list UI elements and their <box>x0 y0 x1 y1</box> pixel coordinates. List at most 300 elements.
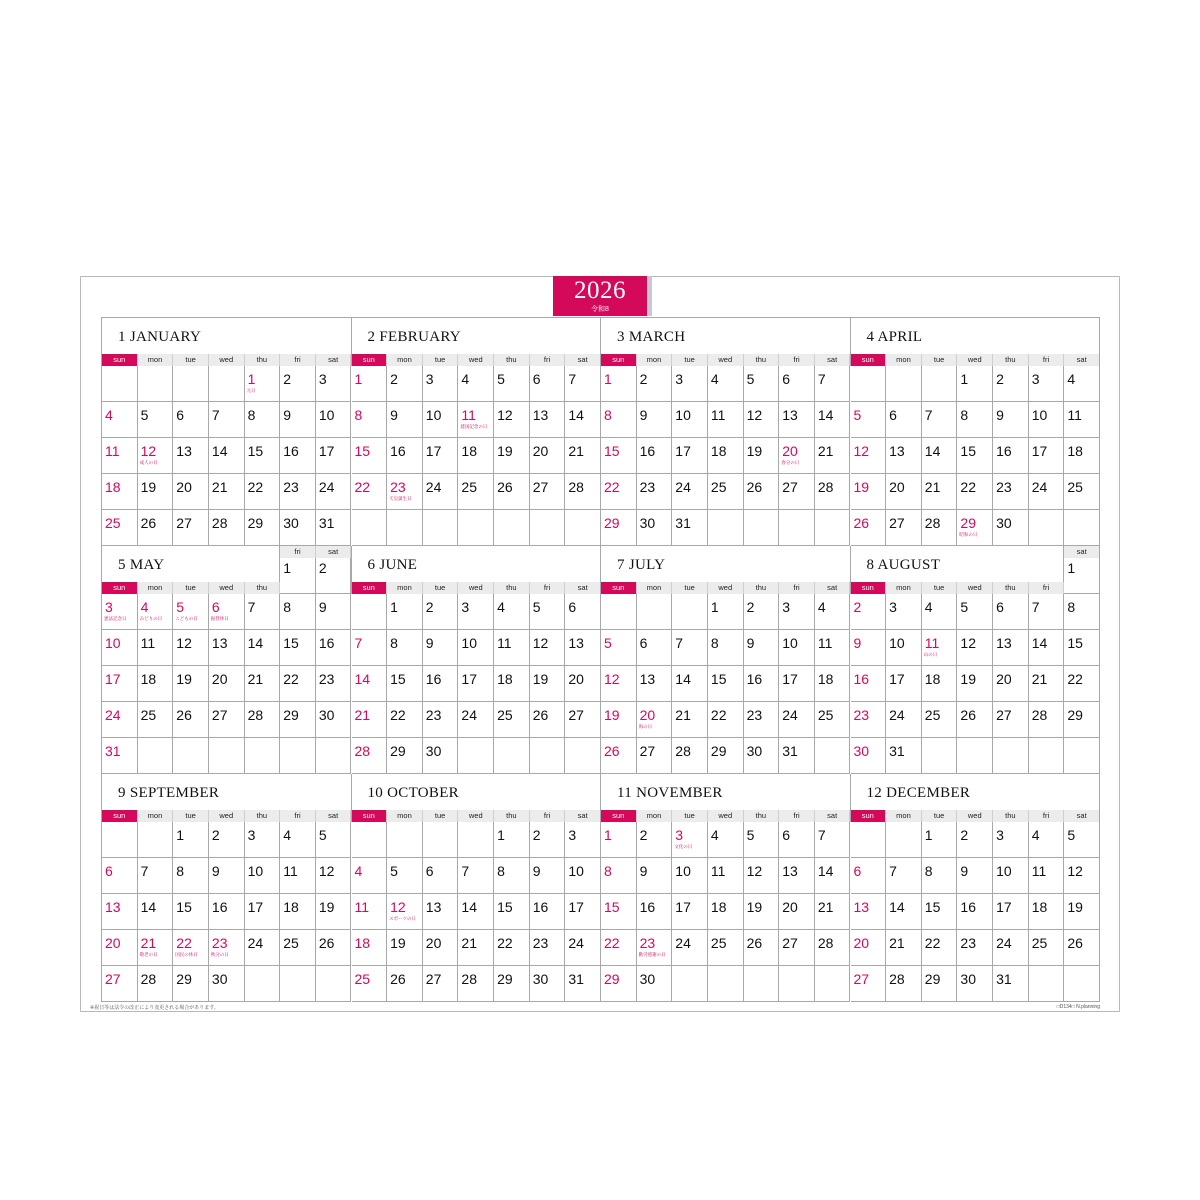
weekday-header-thu: thu <box>494 582 530 594</box>
day-cell <box>601 858 637 894</box>
day-number: 12 <box>746 863 763 879</box>
day-cell <box>138 630 174 666</box>
day-number: 22 <box>1067 671 1083 687</box>
day-cell <box>387 666 423 702</box>
day-number: 7 <box>817 371 826 387</box>
day-cell <box>993 630 1029 666</box>
day-cell <box>779 474 815 510</box>
day-number: 2 <box>283 371 291 387</box>
day-number: 30 <box>532 971 549 987</box>
day-number: 3 <box>425 371 434 387</box>
day-number: 2 <box>639 827 648 843</box>
day-number: 20 <box>996 671 1012 687</box>
day-cell <box>494 966 530 1002</box>
day-number: 25 <box>354 971 371 987</box>
day-cell <box>851 402 887 438</box>
day-cell <box>138 510 174 546</box>
day-number: 29 <box>247 515 264 531</box>
day-cell <box>316 894 352 930</box>
day-number: 5 <box>1067 827 1076 843</box>
day-cell <box>886 510 922 546</box>
day-number: 27 <box>782 479 798 495</box>
day-cell <box>423 738 459 774</box>
day-cell <box>138 930 174 966</box>
day-cell <box>352 894 388 930</box>
day-number: 23 <box>639 479 656 495</box>
month-title: 7 JULY <box>617 557 666 573</box>
day-number: 22 <box>710 707 727 723</box>
day-cell <box>672 822 708 858</box>
month-title: 5 MAY <box>118 557 165 573</box>
day-number: 16 <box>211 899 228 915</box>
day-number: 4 <box>710 371 719 387</box>
day-number: 29 <box>710 743 727 759</box>
day-number: 13 <box>532 407 549 423</box>
day-cell <box>886 858 922 894</box>
day-number: 26 <box>390 971 406 987</box>
day-cell <box>387 366 423 402</box>
day-cell <box>530 858 566 894</box>
day-cell <box>173 858 209 894</box>
day-number: 12 <box>853 443 870 459</box>
day-cell <box>316 702 352 738</box>
day-number: 18 <box>283 899 299 915</box>
empty-cell <box>423 822 459 858</box>
day-cell <box>851 474 887 510</box>
month-title: 11 NOVEMBER <box>617 785 723 801</box>
day-number: 6 <box>105 863 113 879</box>
day-number: 11 <box>105 443 120 459</box>
day-cell <box>601 894 637 930</box>
day-cell <box>245 402 281 438</box>
day-number: 18 <box>497 671 513 687</box>
day-number: 23 <box>853 707 870 723</box>
day-cell <box>209 474 245 510</box>
month-title: 6 JUNE <box>367 557 418 573</box>
day-cell <box>280 366 316 402</box>
day-cell <box>993 966 1029 1002</box>
day-number: 8 <box>247 407 256 423</box>
day-cell <box>565 930 601 966</box>
day-cell <box>779 366 815 402</box>
empty-cell <box>815 738 851 774</box>
day-cell <box>601 666 637 702</box>
day-number: 6 <box>176 407 185 423</box>
day-cell <box>886 666 922 702</box>
day-cell <box>744 366 780 402</box>
day-number: 21 <box>568 443 584 459</box>
empty-cell <box>886 366 922 402</box>
day-number: 27 <box>105 971 121 987</box>
weekday-header-tue: tue <box>423 810 459 822</box>
day-number: 3 <box>105 599 113 615</box>
weekday-header-tue: tue <box>173 354 209 366</box>
day-cell <box>922 438 958 474</box>
day-number: 7 <box>211 407 220 423</box>
day-cell <box>458 966 494 1002</box>
day-cell <box>672 630 708 666</box>
day-number: 20 <box>853 935 870 951</box>
day-number: 25 <box>283 935 299 951</box>
day-cell <box>245 666 281 702</box>
day-cell <box>209 966 245 1002</box>
day-number: 13 <box>639 671 656 687</box>
day-cell <box>1064 930 1100 966</box>
day-number: 11 <box>924 635 940 651</box>
day-number: 15 <box>354 443 371 459</box>
day-cell <box>316 858 352 894</box>
day-number: 17 <box>105 671 121 687</box>
month-block <box>851 318 1101 546</box>
day-number: 31 <box>782 743 798 759</box>
day-cell <box>316 594 352 630</box>
month-title: 8 AUGUST <box>866 557 941 573</box>
day-number: 1 <box>1067 560 1076 576</box>
month-block <box>601 318 851 546</box>
day-cell <box>815 474 851 510</box>
day-number: 6 <box>782 827 790 843</box>
weekday-header-mon: mon <box>637 354 673 366</box>
day-number: 8 <box>283 599 291 615</box>
day-number: 16 <box>996 443 1012 459</box>
day-number: 10 <box>782 635 798 651</box>
day-cell <box>494 474 530 510</box>
day-cell <box>601 474 637 510</box>
day-cell <box>458 474 494 510</box>
day-number: 19 <box>318 899 335 915</box>
day-number: 17 <box>568 899 584 915</box>
day-number: 10 <box>675 863 691 879</box>
holiday-label: 振替休日 <box>210 616 229 621</box>
day-number: 1 <box>604 371 612 387</box>
day-number: 4 <box>283 827 291 843</box>
day-cell <box>423 858 459 894</box>
weekday-header-sat: sat <box>815 582 851 594</box>
day-cell <box>779 930 815 966</box>
day-number: 24 <box>425 479 442 495</box>
day-cell <box>565 858 601 894</box>
day-cell <box>280 630 316 666</box>
day-cell <box>245 822 281 858</box>
month-block <box>352 774 602 1002</box>
day-number: 1 <box>710 599 719 615</box>
day-cell <box>209 702 245 738</box>
day-cell <box>744 894 780 930</box>
weekday-header-fri: fri <box>779 810 815 822</box>
empty-cell <box>423 510 459 546</box>
day-number: 13 <box>425 899 442 915</box>
day-cell <box>957 930 993 966</box>
holiday-label: 元日 <box>246 388 256 393</box>
day-cell <box>637 666 673 702</box>
day-number: 31 <box>318 515 335 531</box>
day-cell <box>209 402 245 438</box>
empty-cell <box>957 738 993 774</box>
day-number: 11 <box>140 635 156 651</box>
day-number: 1 <box>497 827 505 843</box>
day-number: 28 <box>817 935 834 951</box>
day-cell <box>779 894 815 930</box>
holiday-label: 昭和の日 <box>959 532 978 537</box>
day-cell <box>530 474 566 510</box>
day-number: 1 <box>354 371 363 387</box>
day-number: 12 <box>746 407 763 423</box>
day-number: 17 <box>782 671 798 687</box>
day-number: 7 <box>889 863 897 879</box>
day-number: 5 <box>390 863 398 879</box>
empty-cell <box>851 366 887 402</box>
day-number: 28 <box>889 971 905 987</box>
day-number: 25 <box>497 707 513 723</box>
weekday-header-sun: sun <box>102 810 138 822</box>
day-number: 28 <box>675 743 691 759</box>
day-cell <box>672 666 708 702</box>
day-cell <box>993 402 1029 438</box>
day-number: 13 <box>105 899 121 915</box>
weekday-header-tue: tue <box>672 354 708 366</box>
day-cell <box>886 438 922 474</box>
day-number: 9 <box>390 407 398 423</box>
day-cell <box>993 858 1029 894</box>
weekday-header-fri: fri <box>1029 354 1065 366</box>
weekday-header-sun: sun <box>102 582 138 594</box>
day-number: 3 <box>1031 371 1040 387</box>
day-number: 6 <box>889 407 897 423</box>
empty-cell <box>815 966 851 1002</box>
day-cell <box>1029 894 1065 930</box>
weekday-header-wed: wed <box>209 582 245 594</box>
day-cell <box>316 822 352 858</box>
weekday-header-tue: tue <box>423 354 459 366</box>
day-cell <box>458 594 494 630</box>
weekday-header-sat: sat <box>316 546 352 558</box>
day-cell <box>138 966 174 1002</box>
day-cell <box>209 630 245 666</box>
day-cell <box>494 594 530 630</box>
day-cell <box>565 438 601 474</box>
empty-cell <box>494 738 530 774</box>
day-cell <box>993 366 1029 402</box>
year-tab <box>553 276 647 316</box>
day-number: 14 <box>140 899 157 915</box>
day-number: 8 <box>390 635 398 651</box>
day-number: 2 <box>532 827 541 843</box>
day-number: 28 <box>817 479 834 495</box>
day-number: 27 <box>996 707 1012 723</box>
weekday-header-sat: sat <box>565 354 601 366</box>
day-cell <box>280 822 316 858</box>
day-number: 24 <box>1031 479 1048 495</box>
day-number: 14 <box>1031 635 1048 651</box>
day-cell <box>1064 822 1100 858</box>
day-number: 5 <box>140 407 149 423</box>
day-number: 26 <box>604 743 620 759</box>
day-number: 20 <box>211 671 228 687</box>
day-cell <box>102 666 138 702</box>
weekday-header-sat: sat <box>316 354 352 366</box>
day-number: 22 <box>960 479 976 495</box>
day-cell <box>173 894 209 930</box>
weekday-header-wed: wed <box>458 354 494 366</box>
day-number: 16 <box>853 671 870 687</box>
month-title: 1 JANUARY <box>118 329 202 345</box>
day-cell <box>672 510 708 546</box>
day-number: 19 <box>390 935 406 951</box>
day-number: 15 <box>390 671 406 687</box>
day-cell <box>993 438 1029 474</box>
empty-cell <box>316 738 352 774</box>
day-number: 13 <box>211 635 228 651</box>
day-number: 14 <box>817 863 834 879</box>
day-number: 7 <box>817 827 826 843</box>
day-number: 30 <box>960 971 976 987</box>
weekday-header-fri: fri <box>280 546 316 558</box>
day-cell <box>708 666 744 702</box>
day-number: 19 <box>497 443 513 459</box>
day-cell <box>957 822 993 858</box>
day-cell <box>886 630 922 666</box>
day-cell <box>209 858 245 894</box>
day-cell <box>316 438 352 474</box>
day-cell <box>458 366 494 402</box>
holiday-label: 春分の日 <box>781 460 800 465</box>
day-number: 3 <box>318 371 327 387</box>
day-number: 8 <box>960 407 969 423</box>
day-number: 22 <box>354 479 371 495</box>
day-cell <box>458 402 494 438</box>
day-number: 3 <box>247 827 256 843</box>
day-number: 13 <box>568 635 584 651</box>
day-number: 24 <box>105 707 121 723</box>
day-cell <box>280 894 316 930</box>
day-cell <box>173 930 209 966</box>
empty-cell <box>601 594 637 630</box>
day-number: 28 <box>461 971 477 987</box>
day-cell <box>708 438 744 474</box>
day-cell <box>387 738 423 774</box>
day-number: 22 <box>604 935 620 951</box>
day-cell <box>708 594 744 630</box>
day-number: 8 <box>924 863 933 879</box>
month-block <box>102 546 352 774</box>
day-number: 1 <box>960 371 969 387</box>
day-number: 6 <box>532 371 541 387</box>
day-number: 19 <box>746 443 763 459</box>
day-cell <box>565 894 601 930</box>
day-cell <box>815 822 851 858</box>
day-number: 17 <box>996 899 1012 915</box>
day-cell <box>1064 858 1100 894</box>
day-number: 22 <box>390 707 406 723</box>
day-cell <box>245 630 281 666</box>
day-number: 5 <box>853 407 862 423</box>
weekday-header-sat: sat <box>1064 546 1100 558</box>
day-number: 17 <box>247 899 264 915</box>
empty-cell <box>245 966 281 1002</box>
day-number: 18 <box>105 479 121 495</box>
weekday-header-fri: fri <box>280 810 316 822</box>
day-number: 11 <box>461 407 476 423</box>
day-number: 9 <box>996 407 1004 423</box>
weekday-header-sun: sun <box>352 810 388 822</box>
day-cell <box>102 438 138 474</box>
day-number: 9 <box>283 407 291 423</box>
day-number: 1 <box>390 599 398 615</box>
day-cell <box>102 702 138 738</box>
day-cell <box>1064 438 1100 474</box>
day-cell <box>423 930 459 966</box>
day-cell <box>138 702 174 738</box>
day-number: 20 <box>568 671 584 687</box>
day-cell <box>601 366 637 402</box>
day-number: 15 <box>924 899 941 915</box>
day-cell <box>993 666 1029 702</box>
day-cell <box>851 510 887 546</box>
day-number: 5 <box>960 599 969 615</box>
day-number: 21 <box>461 935 477 951</box>
day-number: 5 <box>746 371 755 387</box>
block-divider <box>1099 318 1100 366</box>
day-cell <box>637 402 673 438</box>
weekday-header-thu: thu <box>245 582 281 594</box>
day-cell <box>209 930 245 966</box>
day-cell <box>423 438 459 474</box>
day-number: 26 <box>746 479 763 495</box>
weekday-header-tue: tue <box>423 582 459 594</box>
day-cell <box>102 594 138 630</box>
day-number: 8 <box>354 407 363 423</box>
day-cell <box>672 438 708 474</box>
day-number: 7 <box>675 635 684 651</box>
weekday-header-sun: sun <box>102 354 138 366</box>
day-cell <box>993 594 1029 630</box>
day-cell <box>138 594 174 630</box>
day-number: 25 <box>1031 935 1048 951</box>
day-number: 28 <box>211 515 228 531</box>
weekday-header-wed: wed <box>209 810 245 822</box>
empty-cell <box>672 594 708 630</box>
day-cell <box>922 402 958 438</box>
day-cell <box>851 738 887 774</box>
weekday-header-sun: sun <box>851 354 887 366</box>
day-cell <box>173 510 209 546</box>
day-number: 12 <box>960 635 976 651</box>
day-number: 20 <box>782 443 798 459</box>
day-cell <box>173 630 209 666</box>
day-number: 20 <box>889 479 905 495</box>
month-block <box>352 546 602 774</box>
day-cell <box>494 402 530 438</box>
day-cell <box>138 666 174 702</box>
day-cell <box>886 930 922 966</box>
day-number: 15 <box>960 443 976 459</box>
day-cell <box>779 738 815 774</box>
day-cell <box>138 402 174 438</box>
weekday-header-thu: thu <box>744 582 780 594</box>
day-number: 11 <box>710 407 726 423</box>
day-cell <box>245 438 281 474</box>
weekday-header-tue: tue <box>173 582 209 594</box>
day-cell <box>387 702 423 738</box>
day-cell <box>601 510 637 546</box>
day-cell <box>209 666 245 702</box>
day-number: 15 <box>604 899 620 915</box>
weekday-header-sat: sat <box>815 354 851 366</box>
day-cell <box>851 930 887 966</box>
day-cell <box>565 366 601 402</box>
day-number: 30 <box>211 971 228 987</box>
weekday-header-wed: wed <box>708 354 744 366</box>
